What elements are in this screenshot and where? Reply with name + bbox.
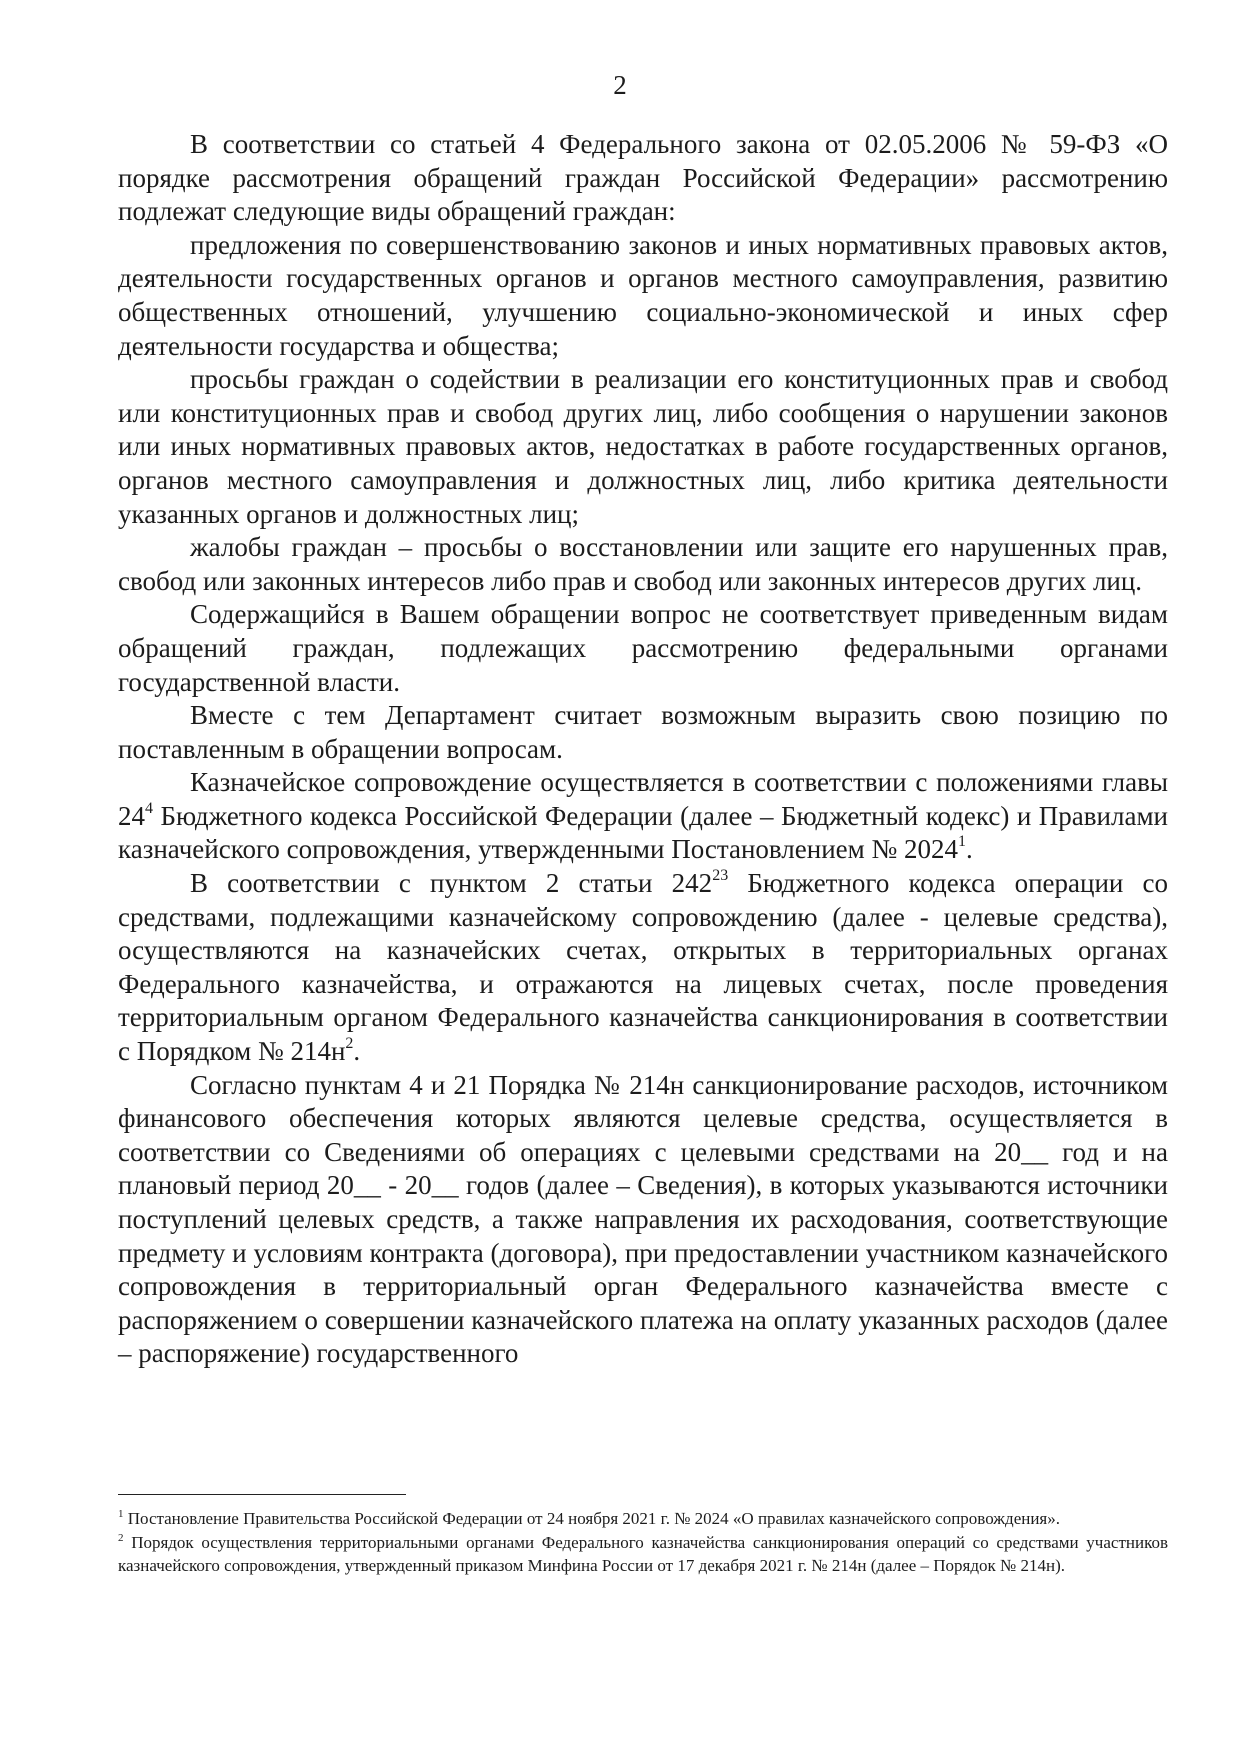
paragraph-department-position: Вместе с тем Департамент считает возможным выразить свою позицию по поставленным в обращении вопросам. — [118, 700, 1168, 764]
footnote-ref-1: 1 — [958, 833, 966, 851]
footnote-2 — [118, 1531, 1168, 1578]
paragraph-treasury-support — [118, 766, 1168, 867]
page-number: 2 — [613, 70, 627, 100]
footnote-separator — [118, 1494, 406, 1495]
footnote-number: 1 — [118, 1508, 124, 1520]
paragraph-complaints: жалобы граждан – просьбы о восстановлении или защите его нарушенных прав, свобод или законных интересов либо прав и свобод или законных интересов других лиц. — [118, 532, 1168, 596]
footnote-1 — [118, 1507, 1168, 1531]
footnote-ref-2: 2 — [345, 1035, 354, 1053]
footnotes — [118, 1507, 1168, 1578]
text-segment: Казначейское сопровождение осуществляется в соответствии с положениями главы 24 — [118, 767, 1168, 831]
superscript: 4 — [145, 799, 153, 817]
paragraph-operations — [118, 867, 1168, 1069]
text-segment: Бюджетного кодекса операции со средствами, подлежащими казначейскому сопровождению (далее - целевые средства), осуществляются на казначейских счетах, открытых в территориальных органах Федерального казначейства, и отражаются на лицевых счетах, после проведения территориальным органом Федерального казначейства санкционирования в соответствии с Порядком № 214н — [118, 868, 1168, 1067]
footnote-text: Порядок осуществления территориальными органами Федерального казначейства санкционирования операций со средствами участников казначейского сопровождения, утвержденный приказом Минфина России от 17 декабря 2021 г. № 214н (далее – Порядок № 214н). — [118, 1532, 1168, 1575]
footnote-number: 2 — [118, 1531, 124, 1544]
text-segment: . — [353, 1036, 361, 1067]
paragraph-proposals: предложения по совершенствованию законов и иных нормативных правовых актов, деятельности государственных органов и органов местного самоуправления, развитию общественных отношений, улучшению социально-экономической и иных сфер деятельности государства и общества; — [118, 229, 1168, 361]
superscript: 23 — [712, 867, 729, 885]
footnote-text: Постановление Правительства Российской Федерации от 24 ноября 2021 г. № 2024 «О правилах казначейского сопровождения». — [123, 1509, 1061, 1528]
paragraph-law-reference: В соответствии со статьей 4 Федерального закона от 02.05.2006 № 59-ФЗ «О порядке рассмотрения обращений граждан Российской Федерации» рассмотрению подлежат следующие виды обращений граждан: — [118, 129, 1168, 227]
letter-body — [118, 128, 1168, 1371]
text-segment: В соответствии с пунктом 2 статьи 242 — [190, 868, 713, 899]
paragraph-requests: просьбы граждан о содействии в реализации его конституционных прав и свобод или конституционных прав и свобод других лиц, либо сообщения о нарушении законов или иных нормативных правовых актов, недостатках в работе государственных органов, органов местного самоуправления и должностных лиц, либо критика деятельности указанных органов и должностных лиц; — [118, 364, 1168, 529]
text-segment: . — [966, 834, 973, 865]
paragraph-sanctioning: Согласно пунктам 4 и 21 Порядка № 214н санкционирование расходов, источником финансового обеспечения которых являются целевые средства, осуществляется в соответствии со Сведениями об операциях с целевыми средствами на 20__ год и на плановый период 20__ - 20__ годов (далее – Сведения), в которых указываются источники поступлений целевых средств, а также направления их расходования, соответствующие предмету и условиям контракта (договора), при предоставлении участником казначейского сопровождения в территориальный орган Федерального казначейства вместе с распоряжением о совершении казначейского платежа на оплату указанных расходов (далее – распоряжение) государственного — [118, 1069, 1168, 1369]
text-segment: Бюджетного кодекса Российской Федерации (далее – Бюджетный кодекс) и Правилами казначейского сопровождения, утвержденными Постановлением № 2024 — [118, 800, 1168, 865]
paragraph-not-applicable: Содержащийся в Вашем обращении вопрос не соответствует приведенным видам обращений граждан, подлежащих рассмотрению федеральными органами государственной власти. — [118, 599, 1168, 697]
